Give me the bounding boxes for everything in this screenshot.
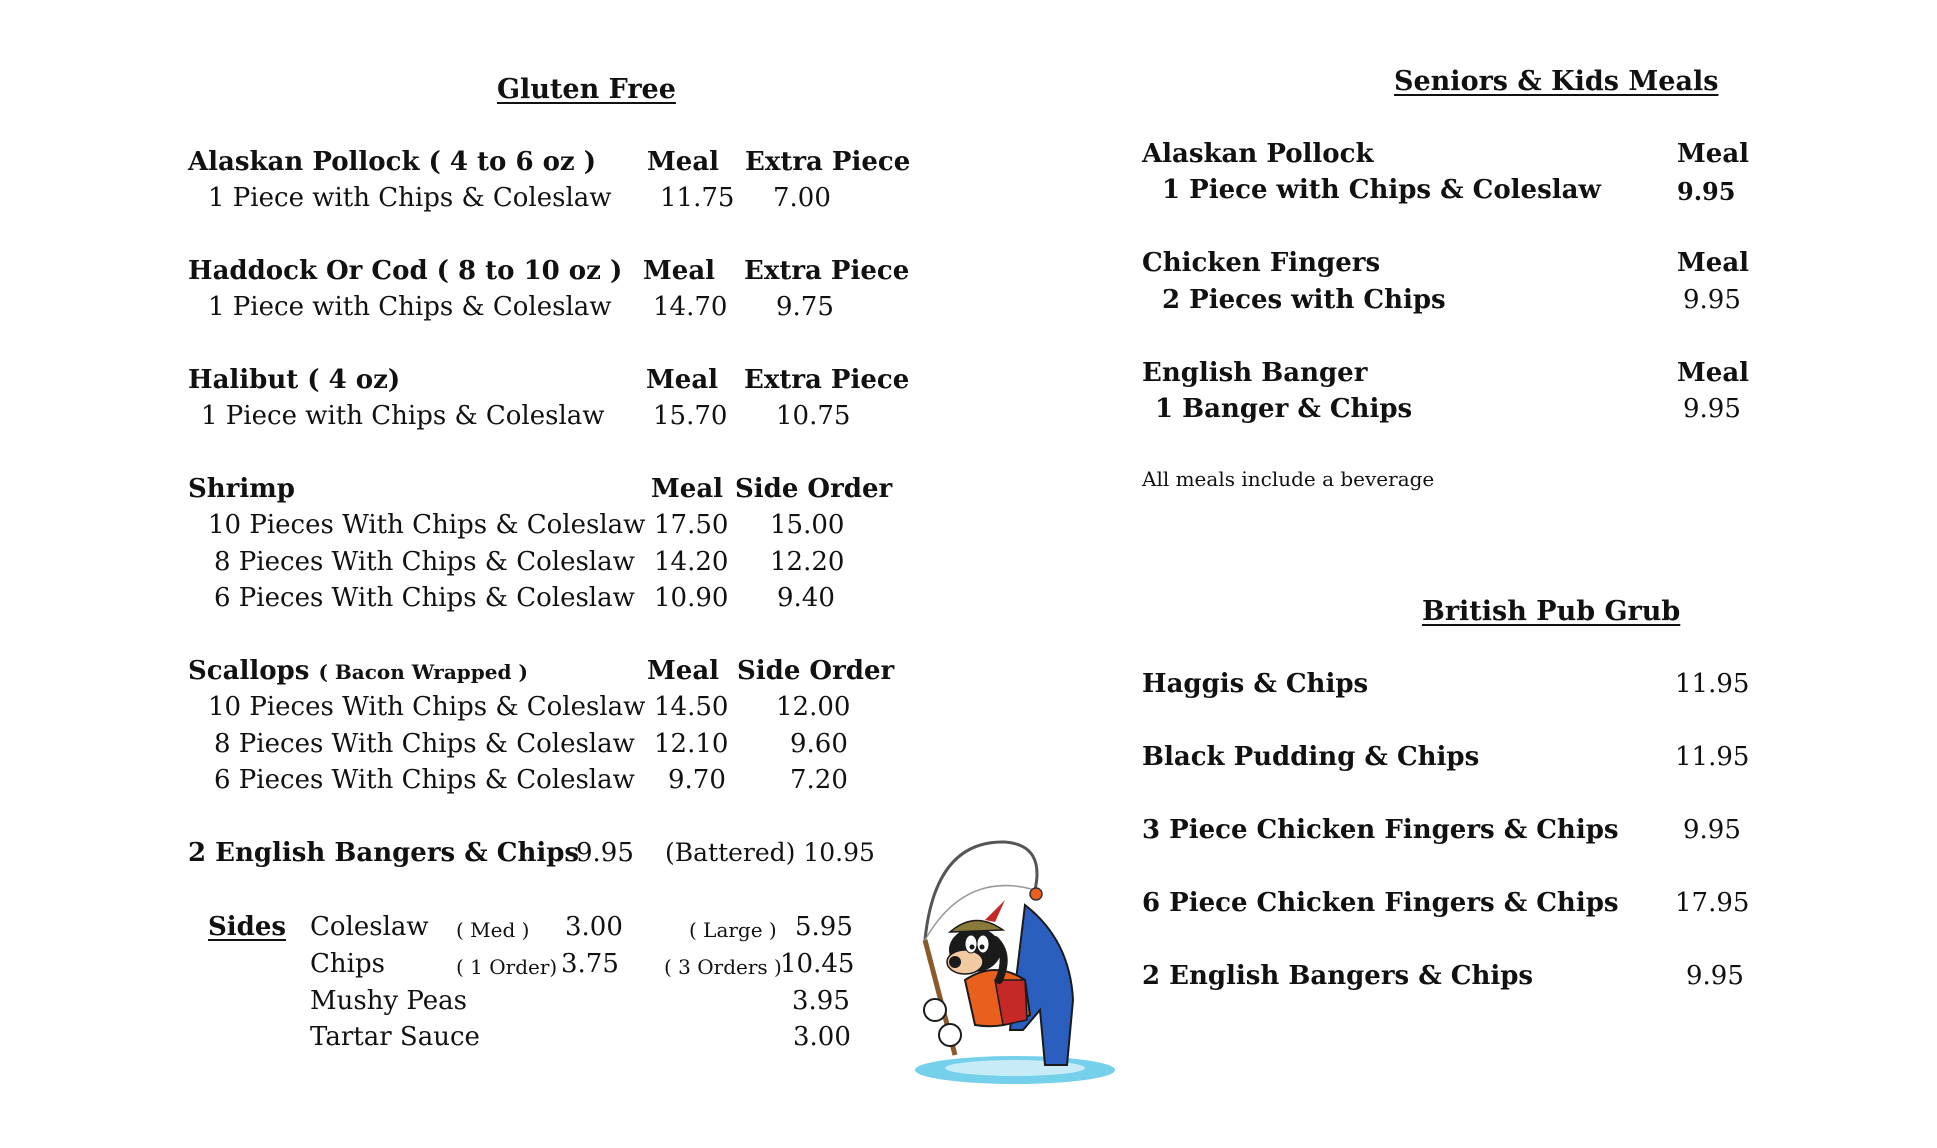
fishing-cartoon-dog-icon bbox=[895, 830, 1130, 1095]
side-coleslaw-size2: ( Large ) bbox=[689, 918, 777, 942]
haddock-extra-head: Extra Piece bbox=[744, 256, 910, 286]
side-peas-price: 3.95 bbox=[792, 986, 850, 1016]
scallops-meal-head: Meal bbox=[647, 656, 720, 686]
senior-item-head: Meal bbox=[1677, 248, 1750, 278]
bangers-battered-label: (Battered) bbox=[665, 838, 796, 867]
senior-item-price: 9.95 bbox=[1683, 394, 1741, 424]
senior-item-name: Chicken Fingers bbox=[1142, 248, 1381, 278]
scallops-row-desc: 10 Pieces With Chips & Coleslaw bbox=[208, 692, 646, 722]
shrimp-row-meal: 10.90 bbox=[654, 583, 729, 613]
sides-title: Sides bbox=[208, 912, 287, 942]
side-tartar-name: Tartar Sauce bbox=[310, 1022, 480, 1052]
senior-item-name: Alaskan Pollock bbox=[1142, 139, 1374, 169]
shrimp-row-side: 9.40 bbox=[777, 583, 835, 613]
pub-title: British Pub Grub bbox=[1422, 596, 1681, 627]
senior-item-head: Meal bbox=[1677, 139, 1750, 169]
bangers-name: 2 English Bangers & Chips bbox=[188, 838, 580, 868]
shrimp-row-side: 15.00 bbox=[770, 510, 845, 540]
scallops-side-head: Side Order bbox=[737, 656, 895, 686]
bangers-battered-price: 10.95 bbox=[803, 838, 875, 867]
shrimp-row-meal: 17.50 bbox=[654, 510, 729, 540]
scallops-row-meal: 9.70 bbox=[668, 765, 726, 795]
halibut-meal-price: 15.70 bbox=[653, 401, 728, 431]
pub-item-price: 11.95 bbox=[1675, 742, 1750, 772]
shrimp-row-desc: 10 Pieces With Chips & Coleslaw bbox=[208, 510, 646, 540]
side-chips-price1: 3.75 bbox=[561, 949, 619, 979]
halibut-meal-head: Meal bbox=[646, 365, 719, 395]
side-tartar-price: 3.00 bbox=[793, 1022, 851, 1052]
side-coleslaw-name: Coleslaw bbox=[310, 912, 429, 942]
halibut-extra-price: 10.75 bbox=[776, 401, 851, 431]
pollock-meal-price: 11.75 bbox=[660, 183, 735, 213]
side-coleslaw-size1: ( Med ) bbox=[456, 918, 530, 942]
scallops-row-desc: 6 Pieces With Chips & Coleslaw bbox=[214, 765, 635, 795]
halibut-desc: 1 Piece with Chips & Coleslaw bbox=[201, 401, 605, 431]
side-coleslaw-price1: 3.00 bbox=[565, 912, 623, 942]
pub-item-name: Haggis & Chips bbox=[1142, 669, 1369, 699]
scallops-row-meal: 12.10 bbox=[654, 729, 729, 759]
pollock-desc: 1 Piece with Chips & Coleslaw bbox=[208, 183, 612, 213]
senior-item-price: 9.95 bbox=[1683, 285, 1741, 315]
pub-item-price: 9.95 bbox=[1686, 961, 1744, 991]
side-coleslaw-price2: 5.95 bbox=[795, 912, 853, 942]
haddock-name: Haddock Or Cod ( 8 to 10 oz ) bbox=[188, 256, 623, 286]
scallops-name-text: Scallops bbox=[188, 656, 310, 686]
senior-item-name: English Banger bbox=[1142, 358, 1368, 388]
shrimp-row-desc: 8 Pieces With Chips & Coleslaw bbox=[214, 547, 635, 577]
senior-item-desc: 1 Banger & Chips bbox=[1155, 394, 1413, 424]
shrimp-side-head: Side Order bbox=[735, 474, 893, 504]
scallops-note: ( Bacon Wrapped ) bbox=[318, 660, 528, 684]
scallops-row-side: 9.60 bbox=[790, 729, 848, 759]
scallops-row-side: 12.00 bbox=[776, 692, 851, 722]
shrimp-meal-head: Meal bbox=[651, 474, 724, 504]
senior-item-price: 9.95 bbox=[1677, 177, 1736, 206]
pub-item-name: 6 Piece Chicken Fingers & Chips bbox=[1142, 888, 1619, 918]
pollock-meal-head: Meal bbox=[647, 147, 720, 177]
scallops-row-side: 7.20 bbox=[790, 765, 848, 795]
bangers-battered bbox=[665, 838, 875, 867]
haddock-meal-price: 14.70 bbox=[653, 292, 728, 322]
halibut-extra-head: Extra Piece bbox=[744, 365, 910, 395]
scallops-row-meal: 14.50 bbox=[654, 692, 729, 722]
seniors-title: Seniors & Kids Meals bbox=[1394, 66, 1719, 97]
bangers-price: 9.95 bbox=[576, 838, 634, 868]
side-chips-price2: 10.45 bbox=[780, 949, 855, 979]
senior-item-desc: 2 Pieces with Chips bbox=[1162, 285, 1446, 315]
side-chips-size1: ( 1 Order) bbox=[456, 955, 558, 979]
pub-item-price: 11.95 bbox=[1675, 669, 1750, 699]
shrimp-row-meal: 14.20 bbox=[654, 547, 729, 577]
scallops-row-desc: 8 Pieces With Chips & Coleslaw bbox=[214, 729, 635, 759]
pub-item-price: 17.95 bbox=[1675, 888, 1750, 918]
pub-item-name: 3 Piece Chicken Fingers & Chips bbox=[1142, 815, 1619, 845]
pub-item-name: Black Pudding & Chips bbox=[1142, 742, 1480, 772]
pub-item-price: 9.95 bbox=[1683, 815, 1741, 845]
haddock-meal-head: Meal bbox=[643, 256, 716, 286]
gluten-free-title: Gluten Free bbox=[497, 74, 676, 105]
senior-item-desc: 1 Piece with Chips & Coleslaw bbox=[1162, 175, 1601, 205]
shrimp-row-side: 12.20 bbox=[770, 547, 845, 577]
pollock-extra-price: 7.00 bbox=[773, 183, 831, 213]
halibut-name: Halibut ( 4 oz) bbox=[188, 365, 401, 395]
haddock-extra-price: 9.75 bbox=[776, 292, 834, 322]
pollock-name: Alaskan Pollock ( 4 to 6 oz ) bbox=[188, 147, 597, 177]
haddock-desc: 1 Piece with Chips & Coleslaw bbox=[208, 292, 612, 322]
shrimp-name: Shrimp bbox=[188, 474, 295, 504]
pollock-extra-head: Extra Piece bbox=[745, 147, 911, 177]
seniors-note: All meals include a beverage bbox=[1142, 467, 1435, 491]
side-chips-size2: ( 3 Orders ) bbox=[664, 955, 782, 979]
scallops-name bbox=[188, 656, 528, 686]
side-chips-name: Chips bbox=[310, 949, 385, 979]
shrimp-row-desc: 6 Pieces With Chips & Coleslaw bbox=[214, 583, 635, 613]
side-peas-name: Mushy Peas bbox=[310, 986, 467, 1016]
pub-item-name: 2 English Bangers & Chips bbox=[1142, 961, 1534, 991]
senior-item-head: Meal bbox=[1677, 358, 1750, 388]
